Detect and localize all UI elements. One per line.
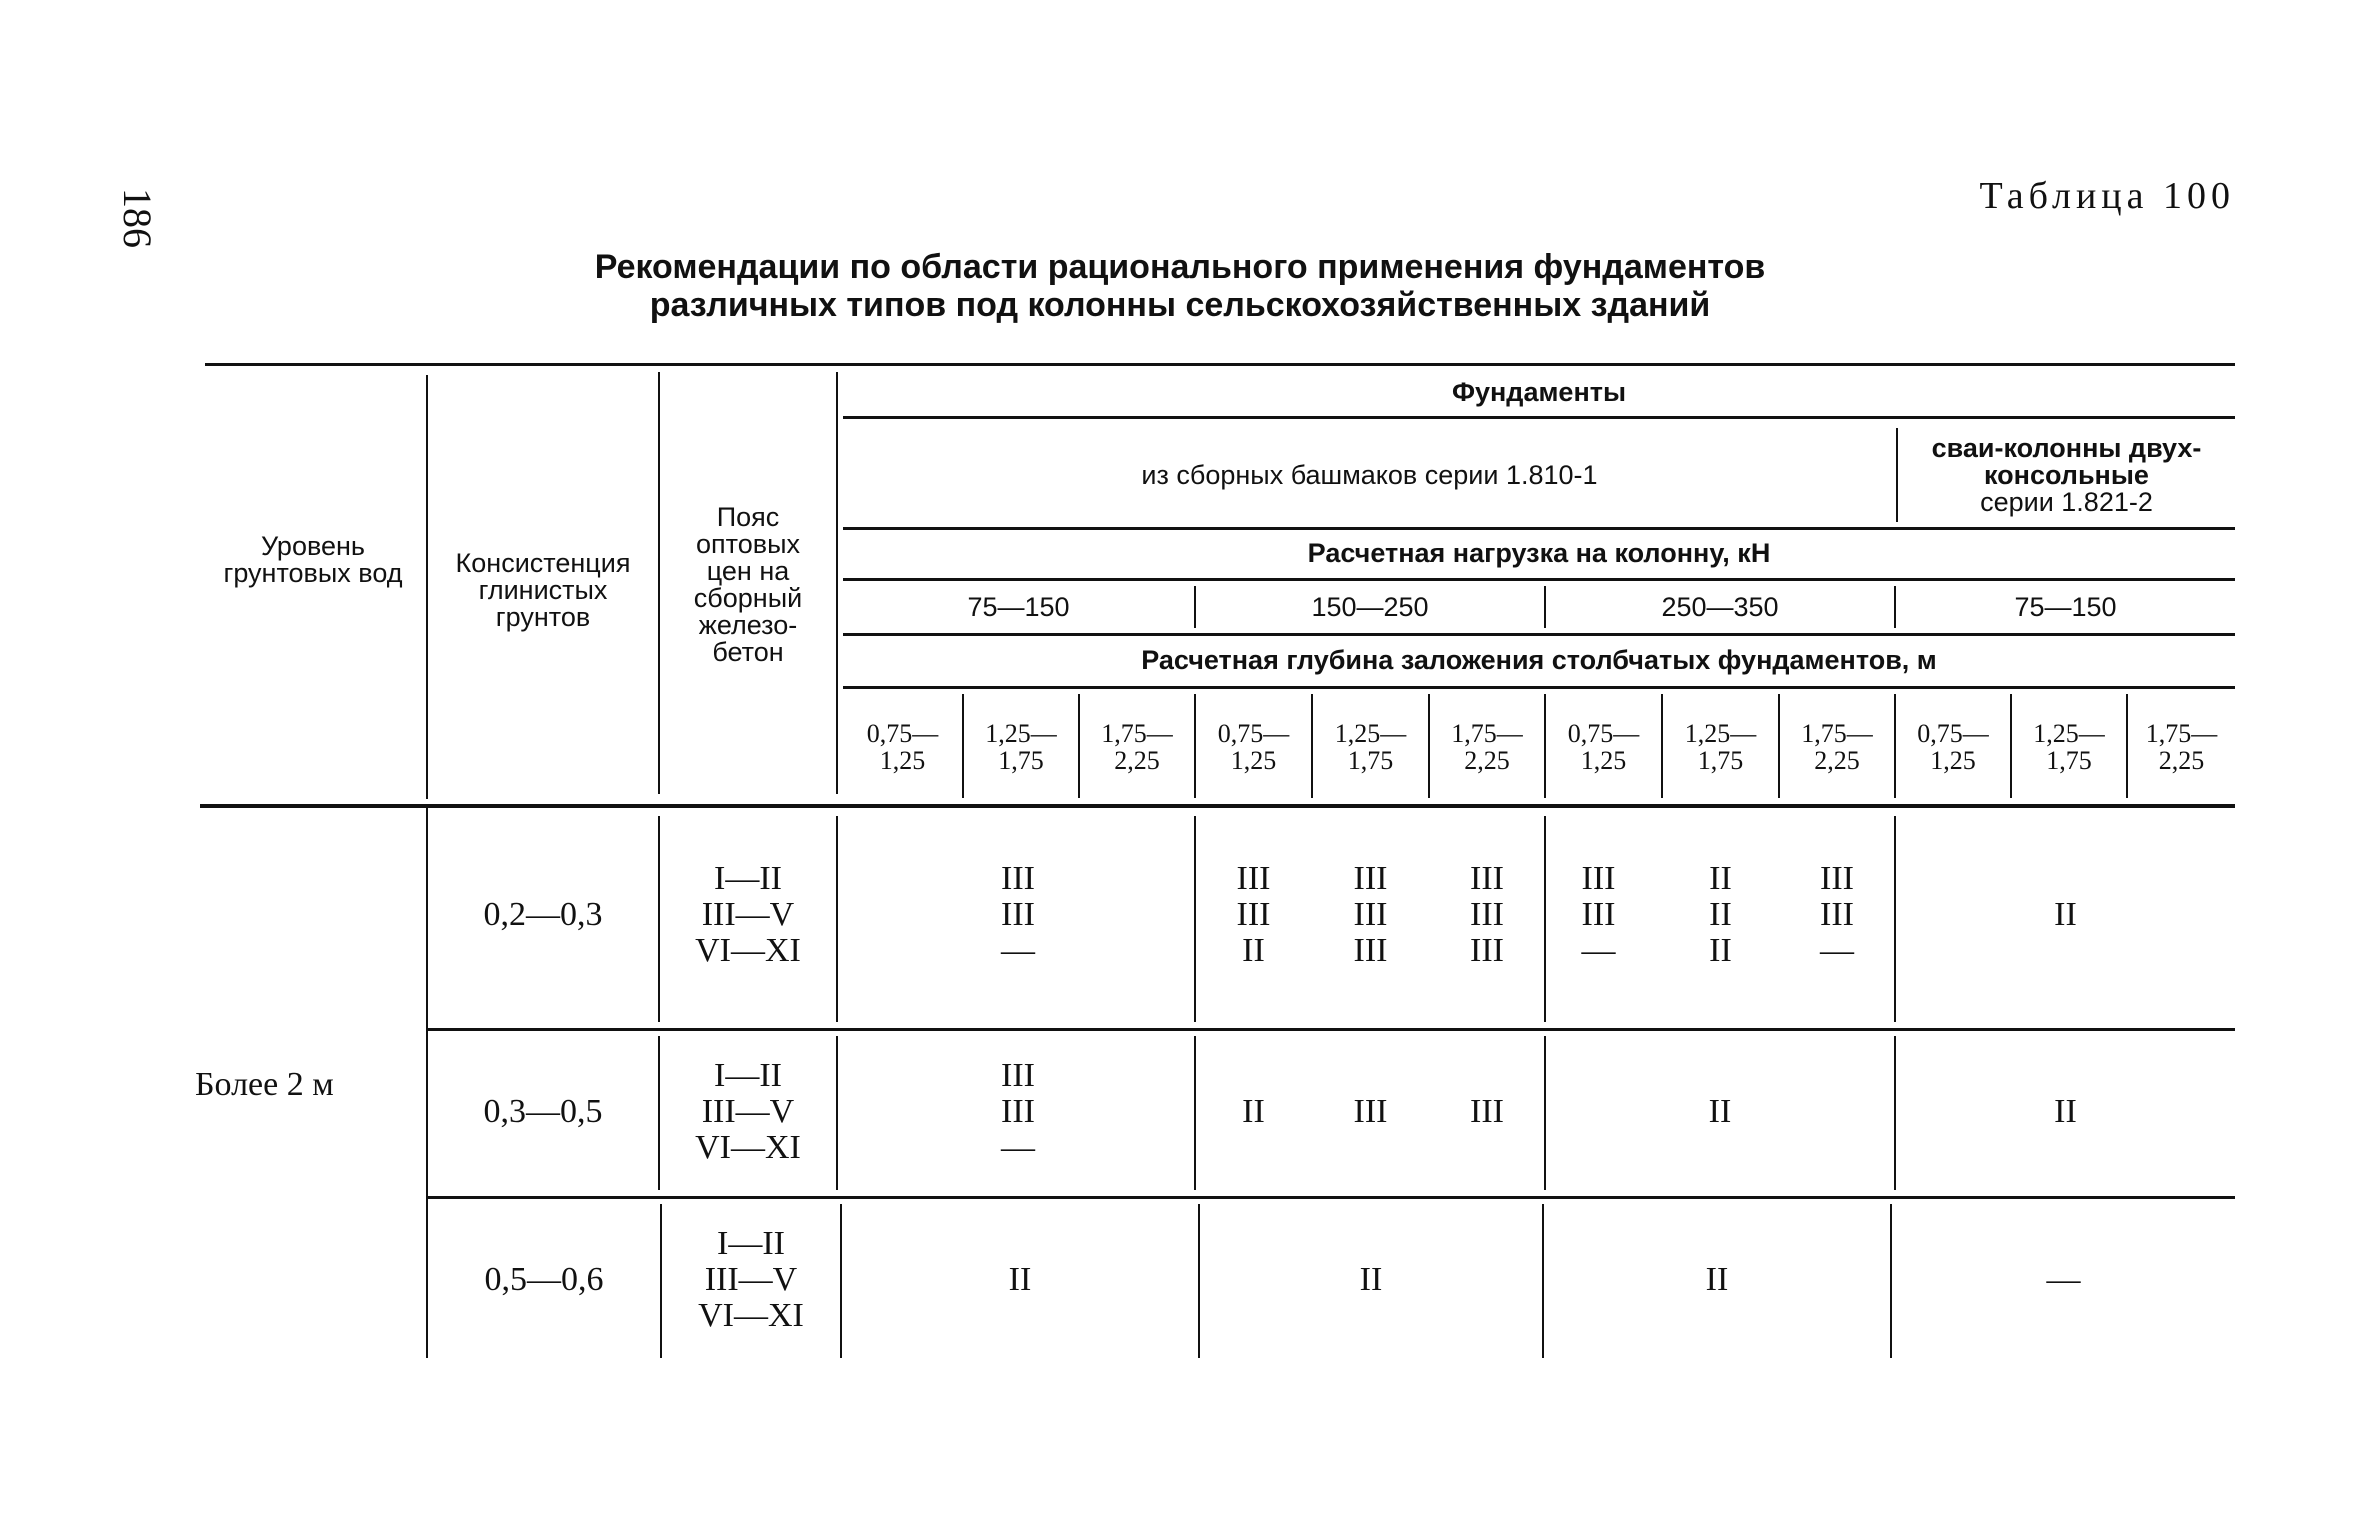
row1-group2-col1: III III II — [1236, 860, 1271, 969]
row2-group2-col3: III — [1470, 1093, 1504, 1130]
vrule-b-zone-1 — [836, 816, 838, 1022]
rule-row-2 — [428, 1196, 2235, 1199]
depth-range-2: 1,25— 1,75 — [985, 719, 1057, 775]
depth-range-5: 1,25— 1,75 — [1334, 719, 1407, 775]
header-design-load: Расчетная нагрузка на колонну, кН — [1307, 537, 1771, 568]
vrule-b-zone-2 — [836, 1036, 838, 1190]
header-clay-consistency: Консистенция глинистых грунтов — [455, 547, 631, 632]
row1-group3-col1: III III — — [1581, 860, 1616, 969]
title-line-1: Рекомендации по области рационального применения фундаментов — [594, 248, 1766, 286]
rule-row-1 — [428, 1028, 2235, 1031]
header-prefab-shoes: из сборных башмаков серии 1.810-1 — [1141, 459, 1598, 490]
row3-consistency: 0,5—0,6 — [484, 1261, 604, 1298]
rule-header-bottom — [200, 804, 2235, 808]
rule-load — [843, 578, 2235, 581]
row3-zones: I—II III—V VI—XI — [698, 1225, 804, 1334]
rule-foundations — [843, 416, 2235, 419]
row1-consistency: 0,2—0,3 — [483, 896, 603, 933]
row1-group1: III III — — [1001, 860, 1035, 969]
row2-group4: II — [2054, 1093, 2077, 1130]
load-range-1: 75—150 — [967, 591, 1070, 622]
table-label: Таблица 100 — [1979, 175, 2235, 217]
header-price-zone: Пояс оптовых цен на сборный железо- бетон — [693, 502, 803, 667]
row3-group3: II — [1705, 1261, 1729, 1298]
depth-range-4: 0,75— 1,25 — [1217, 719, 1290, 775]
row1-group3-col3: III III — — [1820, 860, 1854, 969]
header-pile-columns: сваи-колонны двух- консольные серии 1.821-2 — [1931, 432, 2202, 517]
row1-zones: I—II III—V VI—XI — [695, 860, 801, 969]
table-title — [520, 248, 1840, 324]
depth-range-1: 0,75— 1,25 — [866, 719, 939, 775]
row2-group2-col1: II — [1242, 1093, 1265, 1130]
row1-group4: II — [2054, 896, 2077, 933]
row3-group1: II — [1008, 1261, 1032, 1298]
row2-zones: I—II III—V VI—XI — [695, 1057, 801, 1166]
row2-group2-col2: III — [1353, 1093, 1388, 1130]
vrule-h-zone — [836, 372, 838, 794]
header-design-depth: Расчетная глубина заложения столбчатых фундаментов, м — [1141, 645, 1937, 675]
groundwater-level-value: Более 2 м — [195, 1066, 334, 1103]
row2-group1: III III — — [1001, 1057, 1035, 1166]
load-range-2: 150—250 — [1311, 591, 1429, 622]
row3-group2: II — [1359, 1261, 1383, 1298]
rule-top — [205, 363, 2235, 366]
depth-range-6: 1,75— 2,25 — [1451, 719, 1523, 775]
depth-range-8: 1,25— 1,75 — [1684, 719, 1757, 775]
row2-consistency: 0,3—0,5 — [483, 1093, 603, 1130]
load-range-3: 250—350 — [1661, 591, 1779, 622]
row1-group3-col2: II II II — [1709, 860, 1732, 969]
row3-group4: — — [2046, 1261, 2081, 1298]
depth-range-10: 0,75— 1,25 — [1917, 719, 1989, 775]
page-number: 186 — [115, 188, 160, 248]
row2-group3: II — [1708, 1093, 1732, 1130]
depth-range-3: 1,75— 2,25 — [1101, 719, 1173, 775]
row1-group2-col3: III III III — [1470, 860, 1504, 969]
depth-range-7: 0,75— 1,25 — [1567, 719, 1640, 775]
rule-load-ranges — [843, 633, 2235, 636]
depth-range-9: 1,75— 2,25 — [1801, 719, 1873, 775]
load-range-4: 75—150 — [2014, 591, 2117, 622]
depth-range-12: 1,75— 2,25 — [2145, 719, 2218, 775]
row1-group2-col2: III III III — [1353, 860, 1388, 969]
title-line-2: различных типов под колонны сельскохозяйственных зданий — [649, 286, 1711, 324]
header-groundwater-level: Уровень грунтовых вод — [223, 531, 403, 588]
header-foundations: Фундаменты — [1451, 376, 1627, 407]
depth-range-11: 1,25— 1,75 — [2033, 719, 2105, 775]
rule-depth — [843, 686, 2235, 689]
